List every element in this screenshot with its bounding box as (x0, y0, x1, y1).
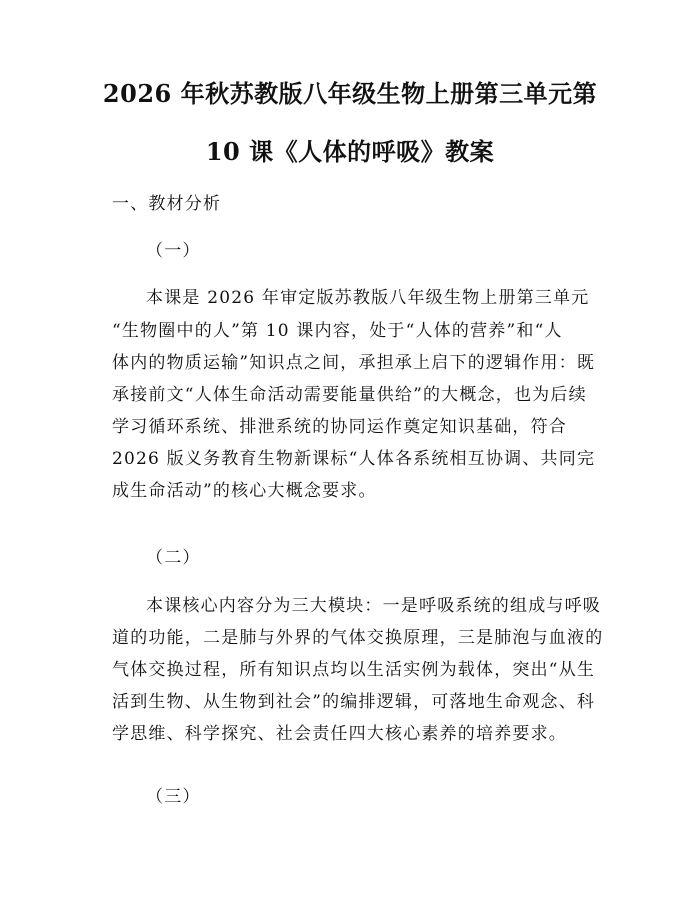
paragraph-1-line-1: 本课是 2026 年审定版苏教版八年级生物上册第三单元 (146, 288, 590, 308)
paragraph-2-line-1: 本课核心内容分为三大模块：一是呼吸系统的组成与呼吸 (146, 596, 601, 616)
paragraph-2-line-4: 活到生物、从生物到社会”的编排逻辑，可落地生命观念、科 (112, 692, 596, 712)
subsection-label-2: （二） (146, 548, 201, 568)
section-heading-textbook-analysis: 一、教材分析 (112, 194, 222, 214)
subsection-label-3: （三） (146, 787, 201, 807)
document-title-line-1: 2026 年秋苏教版八年级生物上册第三单元第 (102, 79, 598, 108)
paragraph-2-line-2: 道的功能，二是肺与外界的气体交换原理，三是肺泡与血液的 (112, 628, 604, 648)
paragraph-1-line-3: 体内的物质运输”知识点之间，承担承上启下的逻辑作用：既 (112, 353, 596, 373)
paragraph-2-line-3: 气体交换过程，所有知识点均以生活实例为载体，突出“从生 (112, 660, 596, 680)
subsection-label-1: （一） (146, 241, 201, 261)
paragraph-1-line-6: 2026 版义务教育生物新课标“人体各系统相互协调、共同完 (112, 449, 596, 469)
paragraph-1-line-4: 承接前文“人体生命活动需要能量供给”的大概念，也为后续 (112, 385, 587, 405)
paragraph-1-line-5: 学习循环系统、排泄系统的协同运作奠定知识基础，符合 (112, 417, 567, 437)
document-title-line-2: 10 课《人体的呼吸》教案 (205, 137, 495, 166)
paragraph-2-line-5: 学思维、科学探究、社会责任四大核心素养的培养要求。 (112, 724, 567, 744)
paragraph-1-line-7: 成生命活动”的核心大概念要求。 (112, 481, 377, 501)
paragraph-1-line-2: “生物圈中的人”第 10 课内容，处于“人体的营养”和“人 (112, 321, 563, 341)
